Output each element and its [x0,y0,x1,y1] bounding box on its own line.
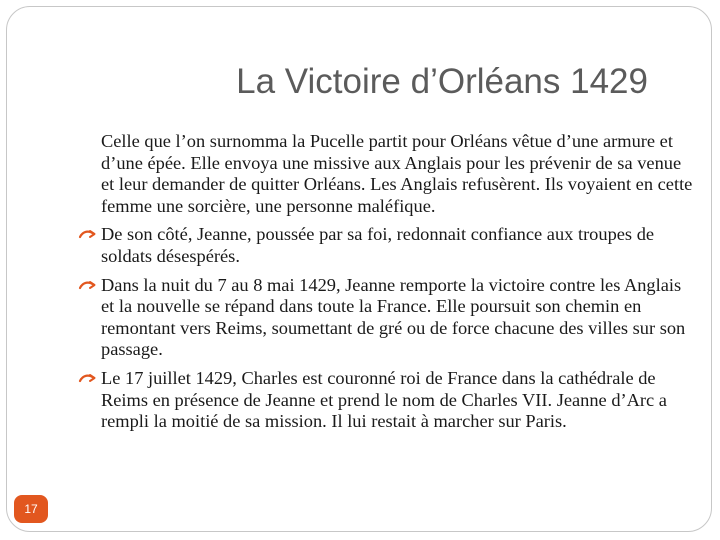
curved-arrow-bullet-icon [78,277,96,295]
bullet-text: De son côté, Jeanne, poussée par sa foi, redonnait confiance aux troupes de soldats désespérés. [101,224,655,266]
curved-arrow-bullet-icon [78,370,96,388]
page-number-badge: 17 [14,495,48,523]
slide-title: La Victoire d’Orléans 1429 [236,62,648,101]
bullet-text: Le 17 juillet 1429, Charles est couronné roi de France dans la cathédrale de Reims en présence de Jeanne et prend le nom de Charles VII. Jeanne d’Arc a rempli la moitié de sa mission. Il lui restait à marcher sur Paris. [101,367,667,432]
slide-body [78,131,693,440]
bullet-item [78,368,693,433]
bullet-text: Dans la nuit du 7 au 8 mai 1429, Jeanne remporte la victoire contre les Anglais et la nouvelle se répand dans toute la France. Elle poursuit son chemin en remontant vers Reims, soumettant de gré ou de force chacune des villes sur son passage. [101,274,686,360]
bullet-item [78,224,693,267]
paragraph-intro [78,131,693,217]
paragraph-text: Celle que l’on surnomma la Pucelle partit pour Orléans vêtue d’une armure et d’une épée. Elle envoya une missive aux Anglais pour les prévenir de sa venue et leur demander de quitter Orléans. Les Anglais refusèrent. Ils voyaient en cette femme une sorcière, une personne maléfique. [101,131,693,216]
bullet-item [78,275,693,361]
curved-arrow-bullet-icon [78,226,96,244]
